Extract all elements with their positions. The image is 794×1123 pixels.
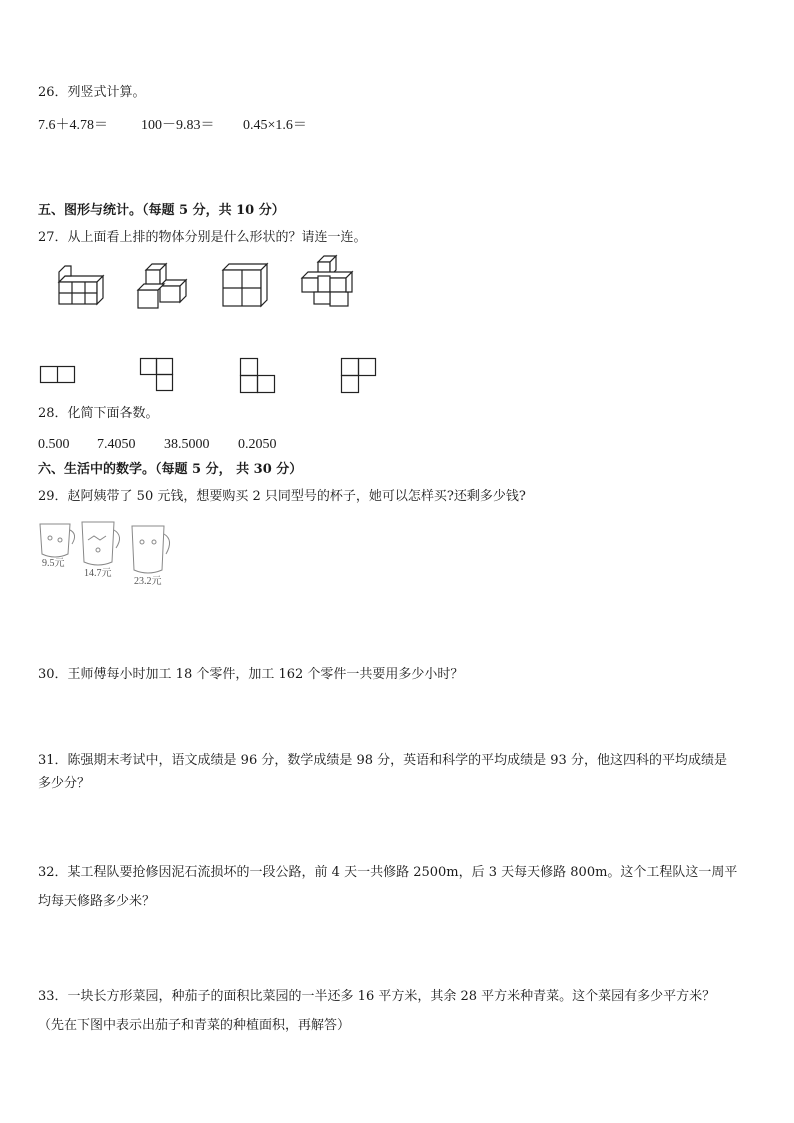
q29-cups-illustration [36,518,176,588]
cup-1-icon [40,524,75,557]
cup-2-price: 14.7元 [84,568,112,579]
q27-view-4-figure [341,358,377,394]
section-6-header: 六、生活中的数学。（每题 5 分， 共 30 分） [38,462,303,477]
q26-expr-2: 100－9.83＝ [141,118,215,133]
q27-solid-1-figure [55,268,105,308]
q28-title: 28．化简下面各数。 [38,406,159,421]
q30-title: 30．王师傅每小时加工 18 个零件，加工 162 个零件一共要用多少小时？ [38,667,464,682]
q28-number-4: 0.2050 [238,437,277,452]
q27-view-3-figure [240,358,276,394]
cup-3-icon [132,526,170,573]
q26-title: 26．列竖式计算。 [38,85,146,100]
cup-3-price: 23.2元 [134,576,162,587]
q27-view-1-figure [40,366,76,384]
q32-line-2: 均每天修路多少米？ [38,894,156,909]
cup-1-price: 9.5元 [42,558,65,569]
q26-expr-1: 7.6＋4.78＝ [38,118,108,133]
q27-solid-2-figure [136,262,188,312]
q33-line-1: 33．一块长方形菜园，种茄子的面积比菜园的一半还多 16 平方米，其余 28 平方米种青菜。这个菜园有多少平方米？ [38,989,716,1004]
q32-line-1: 32．某工程队要抢修因泥石流损坏的一段公路，前 4 天一共修路 2500m，后 3 天每天修路 800m。这个工程队这一周平 [38,865,738,880]
section-5-header: 五、图形与统计。（每题 5 分，共 10 分） [38,203,285,218]
q31-line-2: 多少分？ [38,776,91,791]
q28-number-1: 0.500 [38,437,70,452]
q27-solid-3-figure [221,262,269,308]
q29-title: 29．赵阿姨带了 50 元钱，想要购买 2 只同型号的杯子，她可以怎样买?还剩多少钱? [38,489,526,504]
q26-expr-3: 0.45×1.6＝ [243,118,307,133]
q31-line-1: 31．陈强期末考试中，语文成绩是 96 分，数学成绩是 98 分，英语和科学的平均成绩是 93 分，他这四科的平均成绩是 [38,753,727,768]
q28-number-3: 38.5000 [164,437,210,452]
q27-title: 27．从上面看上排的物体分别是什么形状的？请连一连。 [38,230,367,245]
q27-solid-4-figure [300,256,354,308]
q28-number-2: 7.4050 [97,437,136,452]
q33-line-2: （先在下图中表示出茄子和青菜的种植面积，再解答） [38,1018,351,1033]
cup-2-icon [82,522,120,565]
q27-view-2-figure [140,358,174,392]
